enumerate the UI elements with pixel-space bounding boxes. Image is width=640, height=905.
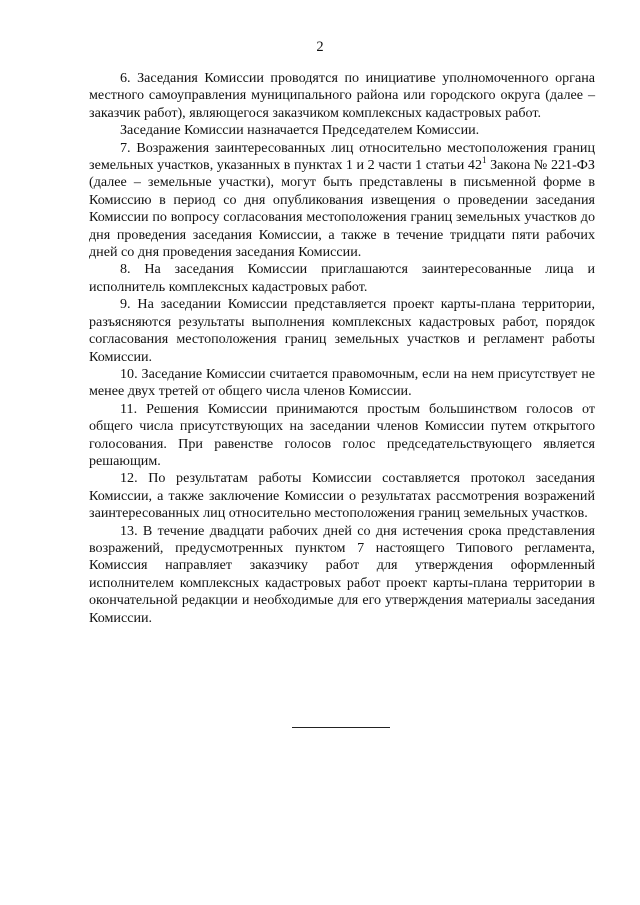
paragraph-13: 13. В течение двадцати рабочих дней со дня истечения срока представления возражений, предусмотренных пунктом 7 настоящего Типового регламента, Комиссия направляет заказчику работ для утверждения оформленный исполнителем комплексных кадастровых работ проект карты-плана территории в окончательной редакции и необходимые для его утверждения материалы заседания Комиссии. xyxy=(89,522,595,626)
paragraph-6: 6. Заседания Комиссии проводятся по инициативе уполномоченного органа местного самоуправления муниципального района или городского округа (далее – заказчик работ), являющегося заказчиком комплексных кадастровых работ. xyxy=(89,70,595,121)
paragraph-11: 11. Решения Комиссии принимаются простым большинством голосов от общего числа присутствующих на заседании членов Комиссии путем открытого голосования. При равенстве голосов голос председательствующего является решающим. xyxy=(89,400,595,469)
paragraph-9: 9. На заседании Комиссии представляется проект карты-плана территории, разъясняются результаты выполнения комплексных кадастровых работ, порядок согласования местоположения границ земельных участков и регламент работы Комиссии. xyxy=(89,296,595,365)
paragraph-8: 8. На заседания Комиссии приглашаются заинтересованные лица и исполнитель комплексных кадастровых работ. xyxy=(89,261,595,295)
article-superscript: 1 xyxy=(482,155,487,166)
paragraph-6-continuation: Заседание Комиссии назначается Председателем Комиссии. xyxy=(120,122,480,139)
closing-rule xyxy=(292,727,390,728)
paragraph-10: 10. Заседание Комиссии считается правомочным, если на нем присутствует не менее двух третей от общего числа членов Комиссии. xyxy=(89,365,595,400)
paragraph-12: 12. По результатам работы Комиссии составляется протокол заседания Комиссии, а также заключение Комиссии о результатах рассмотрения возражений заинтересованных лиц относительно местоположения границ земельных участков. xyxy=(89,470,595,522)
page-number: 2 xyxy=(316,39,324,55)
paragraph-7-text-end: Закона № 221-ФЗ (далее – земельные участки), могут быть представлены в письменной форме в Комиссию в период со дня опубликования извещения о проведении заседания Комиссии по вопросу согласования местоположения границ земельных участков до дня проведения заседания Комиссии, а также в течение тридцати пяти рабочих дней со дня проведения заседания Комиссии. xyxy=(89,157,595,261)
paragraph-7 xyxy=(89,140,595,262)
document-body xyxy=(89,70,595,627)
paragraph-7-text-start: 7. Возражения заинтересованных лиц относительно местоположения границ земельных участков, указанных в пунктах 1 и 2 части 1 статьи 42 xyxy=(89,139,595,174)
